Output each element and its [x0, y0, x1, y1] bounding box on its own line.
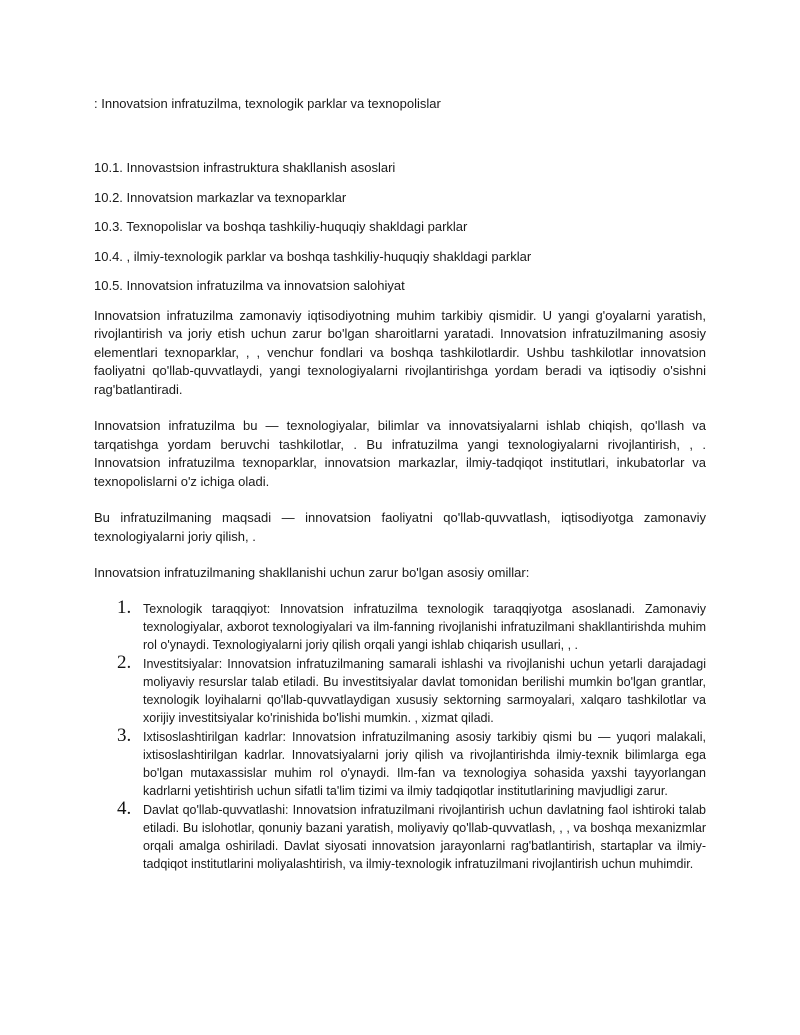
list-number: 3. [117, 724, 132, 746]
toc-item: 10.2. Innovatsion markazlar va texnoparklar [94, 189, 347, 205]
paragraph-purpose: Bu infratuzilmaning maqsadi — innovatsion faoliyatni qo'llab-quvvatlash, iqtisodiyotga zamonaviy texnologiyalarni joriy qilish, . [94, 510, 706, 544]
table-of-contents [94, 159, 706, 294]
toc-item: 10.5. Innovatsion infratuzilma va innovatsion salohiyat [94, 278, 405, 293]
factor-text: Texnologik taraqqiyot: Innovatsion infratuzilma texnologik taraqqiyotga asoslanadi. Zamonaviy texnologiyalar, axborot texnologiyalari va ilm-fanning rivojlanishi infratuzilmani shakllantirishda muhim rol o'ynaydi. Texnologiyalarni joriy qilish orqali yangi ishlab chiqarish usullari, , . [143, 601, 706, 652]
factors-list [94, 596, 706, 873]
toc-item: 10.4. , ilmiy-texnologik parklar va boshqa tashkiliy-huquqiy shakldagi parklar [94, 248, 532, 264]
paragraph-factors-heading: Innovatsion infratuzilmaning shakllanishi uchun zarur bo'lgan asosiy omillar: [94, 565, 530, 580]
factor-item [94, 596, 706, 654]
factor-item [94, 724, 706, 800]
factor-item [94, 797, 706, 873]
factor-text: Davlat qo'llab-quvvatlashi: Innovatsion infratuzilmani rivojlantirish uchun davlatning faol ishtiroki talab etiladi. Bu islohotlar, qonuniy bazani yaratish, moliyaviy qo'llab-quvvatlash, , , va boshqa mexanizmlar orqali amalga oshiriladi. Davlat siyosati innovatsion jarayonlarni rag'batlantirish, startaplar va ilmiy-tadqiqot institutlarini moliyalashtirish, va ilmiy-texnologik infratuzilmani rivojlantirish uchun muhimdir. [143, 802, 706, 871]
list-number: 2. [117, 651, 132, 673]
toc-item: 10.1. Innovastsion infrastruktura shakllanish asoslari [94, 160, 396, 175]
document-title: : Innovatsion infratuzilma, texnologik parklar va texnopolislar [94, 96, 441, 111]
paragraph-definition: Innovatsion infratuzilma bu — texnologiyalar, bilimlar va innovatsiyalarni ishlab chiqish, qo'llash va tarqatishga yordam beruvchi tashkilotlar, . Bu infratuzilma yangi texnologiyalarni rivojlantirish, , . Innovatsion infratuzilma texnoparklar, innovatsion markazlar, ilmiy-tadqiqot institutlari, inkubatorlar va texnopolislarni o'z ichiga oladi. [94, 418, 706, 489]
list-number: 1. [117, 596, 132, 618]
paragraph-intro: Innovatsion infratuzilma zamonaviy iqtisodiyotning muhim tarkibiy qismidir. U yangi g'oyalarni yaratish, rivojlantirish va joriy etish uchun zarur bo'lgan sharoitlarni yaratadi. Innovatsion infratuzilmaning asosiy elementlari texnoparklar, , , venchur fondlari va boshqa tashkilotlardir. Ushbu tashkilotlar innovatsion faoliyatni qo'llab-quvvatlaydi, yangi texnologiyalarni rivojlantirishga yordam beradi va iqtisodiy o'sishni rag'batlantiradi. [94, 307, 706, 397]
list-number: 4. [117, 797, 132, 819]
factor-item [94, 651, 706, 727]
factor-text: Ixtisoslashtirilgan kadrlar: Innovatsion infratuzilmaning asosiy tarkibiy qismi bu — yuqori malakali, ixtisoslashtirilgan kadrlar. Innovatsiyalarni joriy qilish va rivojlantirishda ilmiy-texnik bilimlarga ega bo'lgan mutaxassislar muhim rol o'ynaydi. Ilm-fan va texnologiya sohasida yaxshi tayyorlangan kadrlarni yetishtirish uchun sifatli ta'lim tizimi va ilmiy tadqiqotlar institutlarining mavjudligi zarur. [143, 729, 706, 798]
factor-text: Investitsiyalar: Innovatsion infratuzilmaning samarali ishlashi va rivojlanishi uchun yetarli darajadagi moliyaviy resurslar talab etiladi. Bu investitsiyalar davlat tomonidan berilishi mumkin bo'lgan grantlar, texnologik loyihalarni qo'llab-quvvatlaydigan xususiy sektorning sarmoyalari, xalqaro tashkilotlar va xorijiy investitsiyalar ko'rinishida bo'lishi mumkin. , xizmat qiladi. [143, 656, 706, 725]
toc-item: 10.3. Texnopolislar va boshqa tashkiliy-huquqiy shakldagi parklar [94, 219, 468, 234]
